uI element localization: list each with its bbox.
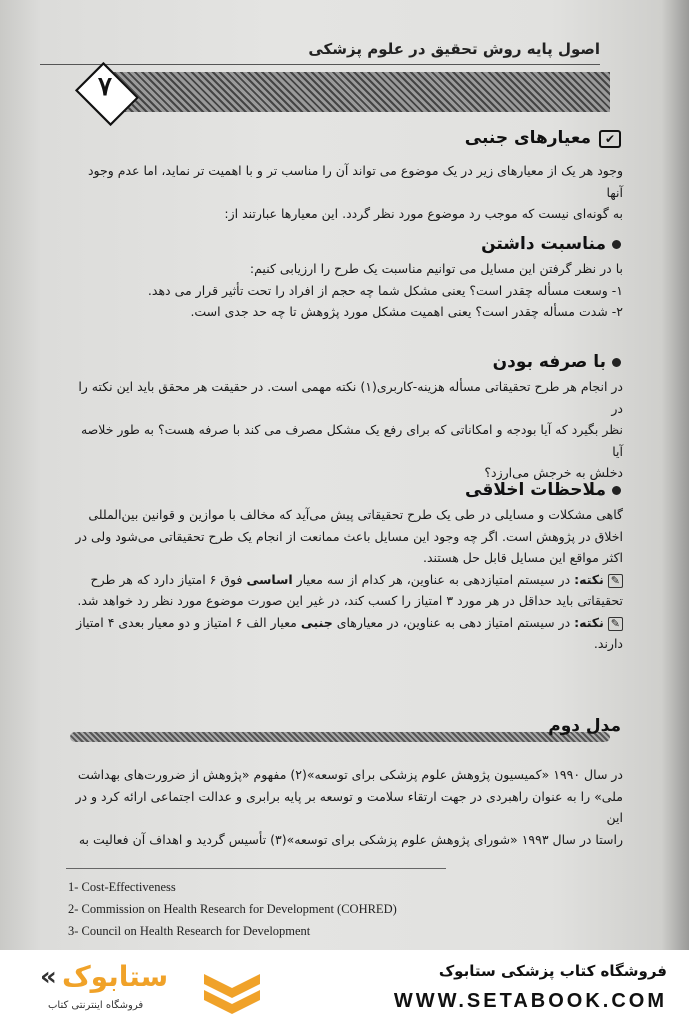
double-chevron-icon: «	[40, 962, 57, 992]
footnote-rule	[66, 868, 446, 869]
note-2: ✎نکته: در سیستم امتیاز دهی به عناوین، در معیارهای جنبی معیار الف ۶ امتیاز و دو معیار بعدی ۴ امتیاز	[70, 612, 623, 634]
text-line: اخلاق در پژوهش است. اگر چه وجود این مسایل باعث ممانعت از انجام یک طرح تحقیقاتی می‌شود ولی در	[75, 528, 623, 544]
relevance-paragraph	[70, 258, 623, 323]
text-line: ۲- شدت مسأله چقدر است؟ یعنی اهمیت مشکل مورد پژوهش تا چه حد جدی است.	[190, 304, 623, 319]
footnote-2: 2- Commission on Health Research for Development (COHRED)	[68, 902, 397, 916]
bullet-icon	[612, 486, 621, 495]
model2-paragraph	[70, 764, 623, 850]
text-line: راستا در سال ۱۹۹۳ «شورای پژوهش علوم پزشکی برای توسعه»(۳) تأسیس گردید و اهداف آن فعالیت به	[78, 831, 623, 847]
chapter-banner	[110, 72, 610, 112]
text-line: تحقیقاتی باید حداقل در هر مورد ۳ امتیاز را کسب کند، در غیر این صورت موضوع مورد نظر رد خواهد شد.	[77, 593, 623, 608]
section-title-side-criteria: ✔معیارهای جنبی	[465, 128, 621, 148]
check-icon: ✔	[599, 130, 621, 148]
book-logo-icon	[200, 968, 264, 1020]
text-line: با در نظر گرفتن این مسایل می توانیم مناسبت یک طرح را ارزیابی کنیم:	[249, 261, 623, 276]
text-line: در سال ۱۹۹۰ «کمیسیون پژوهش علوم پزشکی برای توسعه»(۲) مفهوم «پژوهش از ضرورت‌های بهداشت	[77, 767, 623, 782]
subsection-relevance: مناسبت داشتن	[481, 234, 621, 254]
header-rule	[40, 64, 600, 65]
logo-text: ستابوک	[62, 960, 169, 993]
bullet-icon	[612, 358, 621, 367]
subsection-ethics: ملاحظات اخلاقی	[465, 480, 621, 500]
cost-paragraph	[70, 376, 623, 484]
running-header: اصول پایه روش تحقیق در علوم پزشکی	[308, 40, 600, 58]
text-line: وجود هر یک از معیارهای زیر در یک موضوع می تواند آن را مناسب تر و با اهمیت تر نماید، اما عدم وجود آنها	[87, 163, 623, 200]
text-line: در انجام هر طرح تحقیقاتی مسأله هزینه-کاربری(۱) نکته مهمی است. در حقیقت هر محقق باید این نکته را در	[78, 379, 623, 416]
text-line: دارند.	[593, 636, 623, 651]
note-icon: ✎	[608, 617, 623, 631]
chapter-number: ۷	[98, 72, 112, 102]
text-line: اکثر مواقع این مسایل قابل حل هستند.	[423, 550, 623, 565]
footnote-3: 3- Council on Health Research for Development	[68, 924, 311, 938]
text-line: ملی» را به عنوان راهبردی در جهت ارتقاء سلامت و توسعه بر پایه برابری و عدالت اجتماعی ارائه کرد و در این	[75, 788, 623, 825]
text-line: دخلش به خرجش می‌ارزد؟	[484, 465, 623, 480]
text-line: نظر بگیرد که آیا بودجه و امکاناتی که برای رفع یک مشکل مصرف می کند با صرفه هست؟ به طور خلاصه آیا	[80, 422, 623, 459]
ethics-paragraph	[70, 504, 623, 655]
note-icon: ✎	[608, 574, 623, 588]
text-line: به گونه‌ای نیست که موجب رد موضوع مورد نظر گردد. این معیارها عبارتند از:	[224, 206, 623, 221]
footnote-1: 1- Cost-Effectiveness	[68, 880, 176, 894]
shop-name: فروشگاه کتاب پزشکی ستابوک	[438, 962, 667, 980]
text-line: گاهی مشکلات و مسایلی در طی یک طرح تحقیقاتی پیش می‌آید که مخالف با موازین و قوانین بین‌المللی	[88, 507, 623, 522]
note-1: ✎نکته: در سیستم امتیازدهی به عناوین، هر کدام از سه معیار اساسی فوق ۶ امتیاز دارد که هر طرح	[70, 569, 623, 591]
subsection-cost-effective: با صرفه بودن	[493, 352, 621, 372]
bullet-icon	[612, 240, 621, 249]
model-banner	[70, 732, 610, 742]
shop-url[interactable]: WWW.SETABOOK.COM	[393, 990, 667, 1012]
text-line: ۱- وسعت مسأله چقدر است؟ یعنی مشکل شما چه حجم از افراد را تحت تأثیر قرار می دهد.	[147, 282, 623, 298]
section-title-model-2: مدل دوم	[548, 716, 621, 736]
intro-paragraph	[70, 160, 623, 225]
logo-subtitle: فروشگاه اینترنتی کتاب	[48, 1000, 144, 1011]
